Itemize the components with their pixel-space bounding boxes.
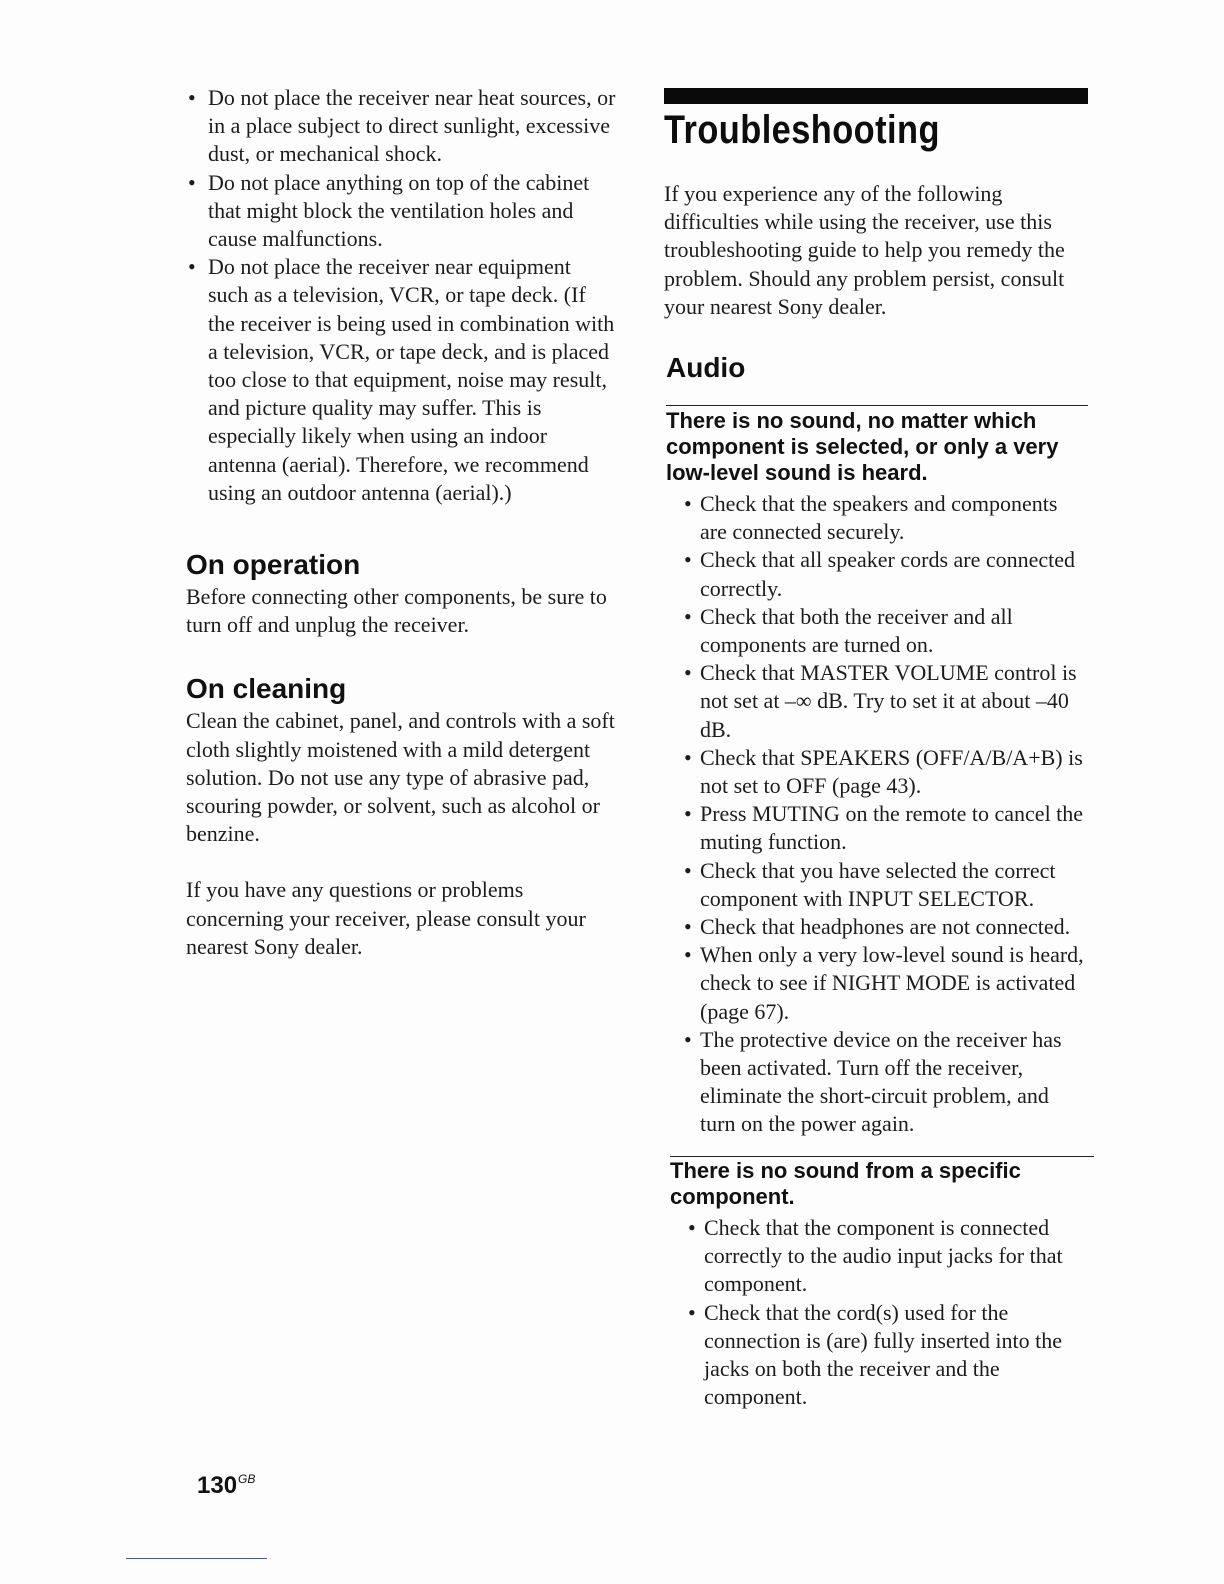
list-item: • Check that MASTER VOLUME control is not set at –∞ dB. Try to set it at about –40 dB.: [682, 659, 1086, 744]
on-operation-heading: On operation: [186, 549, 361, 581]
on-cleaning-heading: On cleaning: [186, 673, 347, 705]
audio-heading: Audio: [666, 352, 746, 383]
list-item: • Press MUTING on the remote to cancel the muting function.: [682, 800, 1086, 856]
left-column: [186, 84, 616, 961]
page-title: Troubleshooting: [664, 108, 940, 152]
page-number: [197, 1472, 255, 1500]
list-item: • Check that the cord(s) used for the connection is (are) fully inserted into the jacks on both the receiver and the component.: [686, 1299, 1090, 1412]
section-divider: [670, 1156, 1094, 1157]
list-item: • The protective device on the receiver has been activated. Turn off the receiver, eliminate the short-circuit problem, and turn on the power again.: [682, 1026, 1086, 1139]
problem-specific-component: [670, 1158, 1090, 1411]
list-item: • Check that you have selected the correct component with INPUT SELECTOR.: [682, 857, 1086, 913]
list-item: • Check that the component is connected correctly to the audio input jacks for that component.: [686, 1214, 1090, 1299]
footer-line: [126, 1558, 267, 1559]
list-item: • Check that both the receiver and all components are turned on.: [682, 603, 1086, 659]
page-number-suffix: GB: [238, 1472, 256, 1486]
problem-no-sound: [666, 408, 1086, 1139]
list-item: • Check that all speaker cords are connected correctly.: [682, 546, 1086, 602]
list-item: • Check that headphones are not connected.: [682, 913, 1086, 941]
list-item: • Do not place anything on top of the cabinet that might block the ventilation holes and cause malfunctions.: [186, 169, 616, 254]
section-divider: [666, 405, 1088, 406]
checklist: [670, 1214, 1090, 1411]
list-item: • When only a very low-level sound is heard, check to see if NIGHT MODE is activated (page 67).: [682, 941, 1086, 1026]
intro-text: If you experience any of the following difficulties while using the receiver, use this troubleshooting guide to help you remedy the problem. Should any problem persist, consult your nearest Sony dealer.: [664, 181, 1065, 319]
list-item: • Check that SPEAKERS (OFF/A/B/A+B) is not set to OFF (page 43).: [682, 744, 1086, 800]
closing-text: If you have any questions or problems concerning your receiver, please consult your nearest Sony dealer.: [186, 877, 586, 959]
on-cleaning-text: Clean the cabinet, panel, and controls with a soft cloth slightly moistened with a mild detergent solution. Do not use any type of abrasive pad, scouring powder, or solvent, such as alcohol or benzine.: [186, 708, 615, 847]
on-operation-text: Before connecting other components, be sure to turn off and unplug the receiver.: [186, 584, 607, 638]
problem-heading: There is no sound, no matter which component is selected, or only a very low-level sound is heard.: [666, 408, 1059, 485]
list-item: • Check that the speakers and components are connected securely.: [682, 490, 1086, 546]
problem-heading: There is no sound from a specific component.: [670, 1158, 1021, 1209]
list-item: • Do not place the receiver near heat sources, or in a place subject to direct sunlight, excessive dust, or mechanical shock.: [186, 84, 616, 169]
checklist: [666, 490, 1086, 1139]
title-bar: [664, 88, 1088, 104]
list-item: • Do not place the receiver near equipment such as a television, VCR, or tape deck. (If the receiver is being used in combination with a television, VCR, or tape deck, and is placed too close to that equipment, noise may result, and picture quality may suffer. This is especially likely when using an indoor antenna (aerial). Therefore, we recommend using an outdoor antenna (aerial).): [186, 253, 616, 507]
precautions-list: [186, 84, 616, 507]
page-number-value: 130: [197, 1472, 238, 1499]
